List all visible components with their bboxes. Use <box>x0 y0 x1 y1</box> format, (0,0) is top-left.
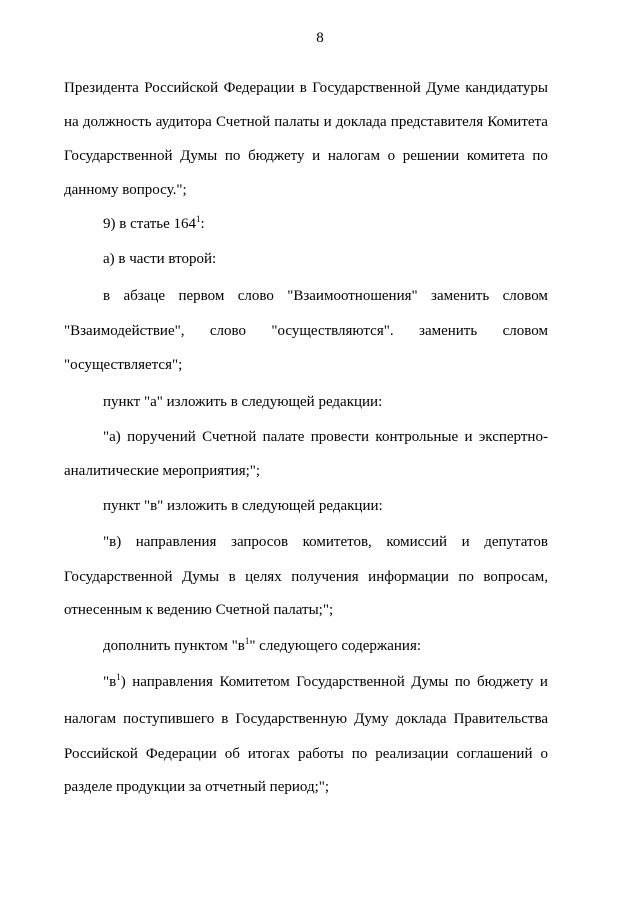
word: налогам <box>64 711 117 727</box>
word: об <box>224 746 240 762</box>
text-line-18-main: "в <box>103 674 117 690</box>
word: работы <box>298 746 344 762</box>
word: заменить <box>419 323 478 339</box>
word: провести <box>310 429 370 445</box>
word: словом <box>502 288 548 304</box>
word: кандидатуры <box>465 80 548 96</box>
word: комитетов, <box>302 534 372 550</box>
text-line-9: "осуществляется"; <box>64 357 183 373</box>
superscript: 1 <box>116 672 121 682</box>
text-line-14 <box>103 532 548 552</box>
text-line-16: отнесенным к ведению Счетной палаты;"; <box>64 602 334 618</box>
word: Федерации <box>145 746 217 762</box>
word: Государственной <box>312 80 421 96</box>
text-line-12: аналитические мероприятия;"; <box>64 463 261 479</box>
text-line-6: а) в части второй: <box>103 251 217 267</box>
word: должность <box>82 114 152 130</box>
word: заменить <box>431 288 490 304</box>
word: "Взаимодействие", <box>64 323 185 339</box>
word: доклада <box>335 114 387 130</box>
word: первом <box>178 288 225 304</box>
word: абзаце <box>123 288 166 304</box>
word: по <box>458 569 474 585</box>
word: "в) <box>103 534 122 550</box>
word: соглашений <box>456 746 533 762</box>
text-line-4: данному вопросу."; <box>64 182 187 198</box>
word: Российской <box>144 80 219 96</box>
word: и <box>461 534 470 550</box>
text-line-15 <box>64 567 548 587</box>
word: Счетной <box>202 429 257 445</box>
word: "а) <box>103 429 121 445</box>
word: контрольные <box>375 429 459 445</box>
word: экспертно- <box>478 429 548 445</box>
word: Государственной <box>296 674 405 690</box>
text-line-1 <box>64 78 548 98</box>
word: решении <box>402 148 460 164</box>
word: и <box>539 674 548 690</box>
word: итогах <box>247 746 291 762</box>
word: Думе <box>426 80 460 96</box>
word: по <box>224 148 241 164</box>
text-line-5-tail: : <box>200 216 205 232</box>
word: Российской <box>64 746 138 762</box>
text-line-8 <box>64 321 548 341</box>
text-line-17-tail: " следующего содержания: <box>249 638 422 654</box>
word: получения <box>291 569 359 585</box>
page-number: 8 <box>316 30 324 46</box>
text-line-11 <box>103 427 548 447</box>
word: Президента <box>64 80 139 96</box>
word: Думы <box>411 674 449 690</box>
word: "осуществляются". <box>271 323 394 339</box>
word: Комитета <box>487 114 548 130</box>
word: реализации <box>375 746 449 762</box>
text-line-5 <box>103 214 205 234</box>
word: поручений <box>127 429 196 445</box>
word: по <box>454 674 471 690</box>
text-line-17-main: дополнить пунктом "в <box>103 638 245 654</box>
word: доклада <box>395 711 447 727</box>
word: направления <box>132 674 213 690</box>
word: целях <box>245 569 282 585</box>
word: и <box>312 148 321 164</box>
word: слово <box>209 323 246 339</box>
word: комиссий <box>386 534 448 550</box>
superscript: 1 <box>244 636 250 646</box>
text-line-17 <box>103 636 421 656</box>
word: вопросам, <box>483 569 548 585</box>
word: Думы <box>181 569 220 585</box>
word: "Взаимоотношения" <box>287 288 418 304</box>
word: Думы <box>180 148 218 164</box>
word: Правительства <box>453 711 548 727</box>
word: направления <box>135 534 217 550</box>
word: Федерации <box>223 80 295 96</box>
word: и <box>464 429 473 445</box>
word: Государственную <box>235 711 348 727</box>
word: информации <box>368 569 449 585</box>
text-line-13: пункт "в" изложить в следующей редакции: <box>103 498 383 514</box>
text-line-20 <box>64 744 548 764</box>
word: в <box>228 569 236 585</box>
word: о <box>387 148 396 164</box>
word: словом <box>502 323 548 339</box>
word: Счетной <box>216 114 271 130</box>
text-line-2 <box>64 112 548 132</box>
word: и <box>323 114 332 130</box>
text-line-21: разделе продукции за отчетный период;"; <box>64 779 330 795</box>
word: Комитетом <box>219 674 290 690</box>
word: поступившего <box>123 711 215 727</box>
word: палаты <box>274 114 320 130</box>
superscript: 1 <box>196 214 201 224</box>
word: комитета <box>466 148 525 164</box>
word: бюджету <box>248 148 305 164</box>
word: слово <box>237 288 274 304</box>
text-line-18-tail: ) <box>120 674 126 690</box>
word: представителя <box>390 114 484 130</box>
word: депутатов <box>484 534 548 550</box>
text-line-3 <box>64 146 548 166</box>
text-line-18-lead <box>103 672 126 692</box>
word: о <box>540 746 548 762</box>
text-line-19 <box>64 709 548 729</box>
text-line-7 <box>103 286 548 306</box>
word: по <box>532 148 548 164</box>
word: Государственной <box>64 569 173 585</box>
word: по <box>351 746 368 762</box>
word: Думу <box>354 711 389 727</box>
text-line-5-main: 9) в статье 164 <box>103 216 197 232</box>
text-line-10: пункт "а" изложить в следующей редакции: <box>103 394 383 410</box>
word: запросов <box>231 534 289 550</box>
word: в <box>103 288 111 304</box>
word: в <box>221 711 229 727</box>
word: в <box>299 80 307 96</box>
word: Государственной <box>64 148 173 164</box>
word: налогам <box>327 148 380 164</box>
text-line-18 <box>103 672 548 692</box>
word: бюджету <box>476 674 534 690</box>
word: на <box>64 114 79 130</box>
word: палате <box>262 429 305 445</box>
word: аудитора <box>155 114 212 130</box>
